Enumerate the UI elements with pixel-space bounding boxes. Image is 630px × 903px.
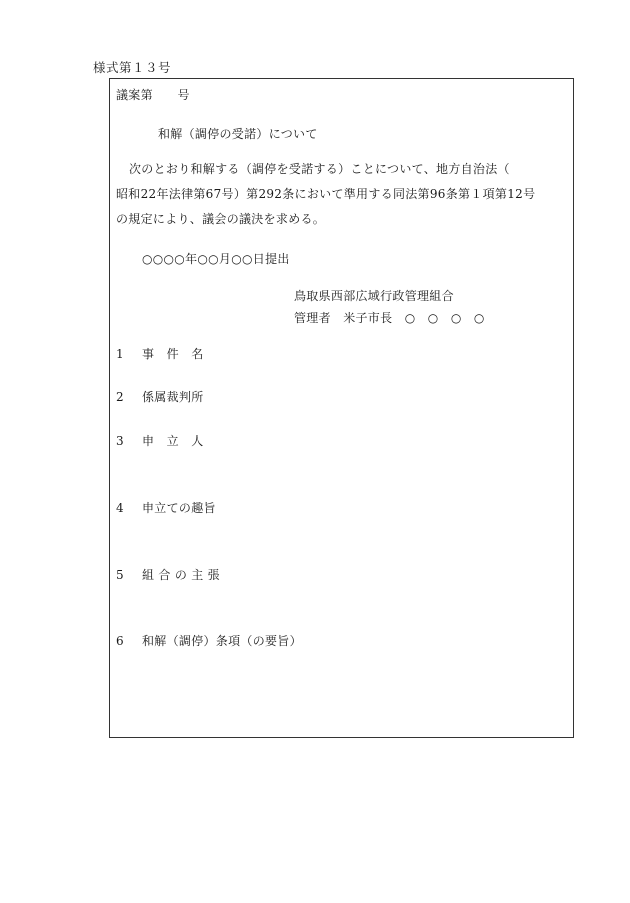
item-applicant (116, 432, 204, 449)
body-line-2: 昭和22年法律第67号）第292条において準用する同法第96条第１項第12号 (116, 187, 536, 201)
item-label: 申 立 人 (142, 434, 204, 448)
item-number: 6 (116, 634, 124, 648)
body-line-3: の規定により、議会の議決を求める。 (116, 212, 326, 226)
item-number: 2 (116, 390, 124, 404)
submission-date: ○○○○年○○月○○日提出 (142, 252, 290, 266)
item-label: 係属裁判所 (142, 390, 204, 404)
item-case-name (116, 345, 204, 362)
item-label: 申立ての趣旨 (142, 501, 216, 515)
item-number: 4 (116, 501, 124, 515)
item-label: 組 合 の 主 張 (142, 568, 220, 582)
item-union-claim (116, 566, 220, 583)
organization-name: 鳥取県西部広域行政管理組合 (294, 289, 454, 303)
bill-number: 議案第 号 (116, 88, 190, 102)
item-number: 3 (116, 434, 124, 448)
item-label: 事 件 名 (142, 347, 204, 361)
body-line-1: 次のとおり和解する（調停を受諾する）ことについて、地方自治法（ (129, 162, 510, 176)
item-number: 5 (116, 568, 124, 582)
document-subject: 和解（調停の受諾）について (158, 127, 318, 141)
item-petition-purpose (116, 499, 216, 516)
signatory-line: 管理者 米子市長 ○ ○ ○ ○ (294, 311, 485, 325)
item-settlement-terms (116, 632, 302, 649)
form-number-label: 様式第１３号 (93, 60, 172, 75)
item-number: 1 (116, 347, 124, 361)
item-label: 和解（調停）条項（の要旨） (142, 634, 302, 648)
item-court (116, 388, 204, 405)
